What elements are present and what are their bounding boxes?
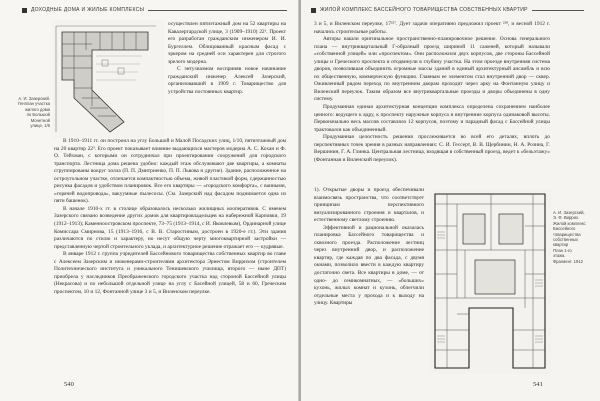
right-running-head-text: ЖИЛОЙ КОМПЛЕКС БАССЕЙНОГО ТОВАРИЩЕСТВА СОБСТВЕННЫХ КВАРТИР	[320, 7, 528, 13]
paragraph: осуществлен пятиэтажный дом на 52 квартиры на Кавалергардской улице, 3 (1909–1910) 22¹. Проект его разработан гражданским инженером И. И. Бургеллем. Облицованный красным фасад с эркером на средней оси характерен для строгого зрелого модерна.	[168, 21, 286, 65]
left-text-column-upper	[168, 21, 286, 151]
left-running-head-text: ДОХОДНЫЕ ДОМА И ЖИЛЫЕ КОМПЛЕКСЫ	[31, 7, 145, 13]
caption-line: собственных	[553, 237, 579, 243]
right-figure-caption	[553, 210, 597, 264]
caption-line: Э. Ф. Виррих.	[553, 215, 580, 221]
paragraph: Продуманная целостность решения прослеживается во всей его деталях, вплоть до перспективных точек зрения в разных направлениях: С. И. Гессерт, В. В. Щербинин, Н. А. Розина, Г. Вершинин, Г. А. Глинка. Центральная лестница, входящая в собственный проезд, ведет к «бельэтажу» (Фонтанная и Виленский переулок).	[314, 134, 550, 163]
right-running-head	[311, 6, 584, 14]
caption-line: по Большой	[26, 112, 50, 118]
running-head-mark-icon	[22, 8, 27, 13]
site-plan-drawing	[52, 20, 164, 138]
caption-line: товарищества	[553, 231, 581, 237]
right-page	[301, 0, 600, 401]
caption-line: Фрагмент. 1912	[553, 258, 583, 264]
left-text-body	[54, 138, 286, 370]
right-page-number: 541	[533, 381, 543, 388]
caption-line: А. И. Зазерский.	[18, 96, 50, 101]
caption-line: Жилой комплекс	[553, 220, 586, 226]
caption-line: Генплан участка	[17, 101, 50, 107]
paragraph: В январе 1912 г. группа учредителей Бассейнового товарищества собственных квартир во главе с Алексеем Зазерским и инженерами-строителями архитектора Эрнестом Виррихом (строителем Политехнического института и уникального Тенишевского училища, второго — ныне ДПТ) приобрела у наследников Преображенского городского участка над стороной Бассейной улицы (Некрасова) и по небольшой отдельной улице на углу с Басейной улицей, 58 и 60, Греческим проспектом, 10 и 12, Фонтанной улице 3 и 5, и Виленском переулке.	[54, 251, 286, 295]
paragraph: Продуманная единая архитектурная концепция комплекса определена сохранением наиболее ценного: ведущего к ядру, к проспекту наружные корпуса и внутренние корпуса одинаковой высоты. Первоначально весь массив составляло 12 корпусов, поэтому и парадный фасад с Бассейной улицы трактовался как объединенный.	[314, 104, 550, 133]
left-running-head	[22, 6, 287, 14]
caption-line: План 1-го	[553, 247, 572, 253]
caption-line: этажа.	[553, 253, 566, 259]
paragraph: 1). Открытые дворы и проезд обеспечивали взаимосвязь пространства, что соответствует принципам перспективного визуализированного строения и кварталов, и естественному светлому строению.	[314, 187, 424, 224]
right-text-column-lower	[314, 187, 424, 373]
paragraph: В начале 1910-х гг. в столице образовалось несколько жилищных кооперативов. С именем Зазерского связано возведение других домов для квартировладельцев на набережной Карповки, 19 (1912–1913); Каменноостровском проспекте, 73–75 (1913–1914, с И. Яковлевым), Ординарной улице Комиссара Смирнова, 15 (1913–1916, с В. В. Старостиным, достроен в 1920-е гг.). Эти здания различаются по стилю и характеру, но несут общую черту многоквартирной застройки — представленную чертой строительного уклада, и архитектурное решение отражает его — кудрявые.	[54, 205, 286, 250]
left-figure-caption	[6, 96, 50, 128]
caption-line: Монетной	[30, 117, 50, 123]
left-page-number: 540	[64, 381, 74, 388]
paragraph: 3 и 5, и Виленском переулке, 17²²⁷. Дует задачи оперативно предложил проект ²²⁸, и весной 1912 г. начались строительные работы.	[314, 21, 550, 35]
floor-plan-drawing	[429, 190, 551, 374]
paragraph: Авторы нашли оригинальное пространственно-планировочное решение. Основа генерального плана — внутриквартальный Г-образный проезд шириной 11 саженей, который называли «собственной улицей» или «проспектом». Они расположили двух корпусов, две стороны Бассейной улицы и Греческого проспекта и отодвинули в глубину участка. На этом проезде внутренняя система дворов, позволившая объединить огромные массы зданий в единый архитектурный ансамбль и всю их общественную, коммерческую функцию. Главным ее элементом стал внутренний двор — сквер. Оживленный рядом переход по внутренним дворам проходит через арку на Фонтанную улицу и Виленский переулок. Таким образом все внутриквартальные проезды и дворы объединены в одну систему.	[314, 36, 550, 103]
running-head-mark-icon	[311, 8, 316, 13]
caption-line: квартир	[553, 242, 569, 248]
caption-line: А. И. Зазерский,	[553, 210, 585, 215]
paragraph: С энтузиазмом восприняв новое начинание гражданский инженер Алексей Зазерский, организовавший в 1909 г. Товарищество для устройства постоянных квартир.	[168, 66, 286, 95]
caption-line: жилого дома	[25, 106, 50, 112]
running-head-rule	[532, 10, 584, 11]
caption-line: улице, 1/6	[30, 123, 50, 129]
right-text-body-upper	[314, 21, 550, 187]
caption-line: Бассейного	[553, 226, 576, 232]
running-head-rule	[148, 10, 287, 11]
left-page	[0, 0, 299, 401]
paragraph: В 1910–1911 гг. он построил на углу Большой и Малой Посадских улиц, 1/10, пятиэтажный дом на 20 квартир 22³. Его проект показывает влияние выдающихся мастеров модерна А. С. Кохан и Ф. О. Тейхман, с которыми он сотрудничал при проектировании сооружений для городского транспорта. Лестница дома решена удобно: каждый этаж обслуживают две квартиры, а комнаты сгруппированы вокруг холла (П. П. Дмитриенко, П. П. Львова и другие). Здание, расположенное на остроугольном участке, отличается компактностью объема, живой пластикой форм, сдержанностью рисунка фасадов и удобством планировок. Все его квартиры — «городского комфорта», с ванными, «горячей водопровода», вакуумные пылесосы. (См. Зазерский над фасадом поднимается одна из пяти башенок).	[54, 138, 286, 205]
paragraph: Эффективной и рациональной оказалась планировка Бассейного товарищества и сквозного проезда. Расположение лестниц через внутренний двор, и расположение квартир, где каждая по два фасада, с двумя окнами, позволило ввести в каждую квартиру достаточно света. Все квартиры в доме, — от одно- до семикомнатных, — «больших» кухонь, жилых комнат и кухонь, облегчили отдельные места у прохода и к выходу на улицу. Квартиры	[314, 224, 424, 307]
